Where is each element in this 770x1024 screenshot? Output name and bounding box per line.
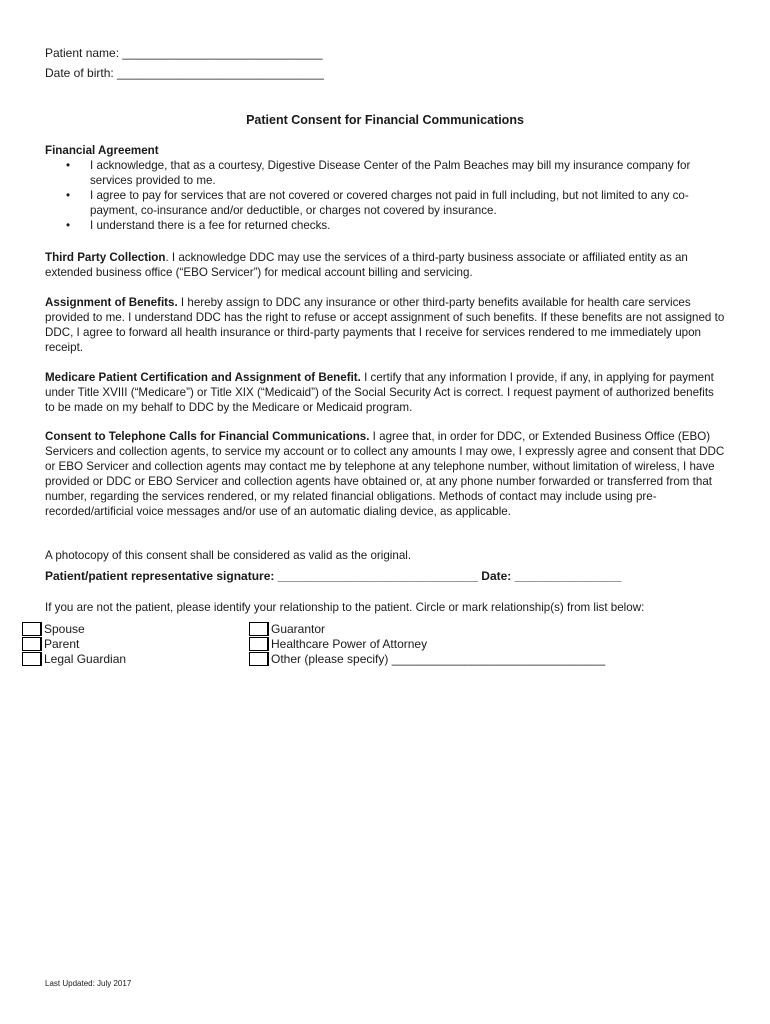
checkbox[interactable] [249,652,269,666]
checkbox[interactable] [22,622,42,636]
page-title: Patient Consent for Financial Communications [246,113,524,127]
relationship-option-legal-guardian[interactable] [22,652,126,667]
assignment-text: I hereby assign to DDC any insurance or other third-party benefits available for health care services provided to me. I understand DDC has the right to refuse or accept assignment of such benefits. If these benefits are not assigned to DDC, I agree to forward all health insurance or third-party payments that I receive for services rendered to me immediately upon receipt. [45,296,725,354]
relationship-prompt: If you are not the patient, please identify your relationship to the patient. Circle or mark relationship(s) from list below: [45,601,645,614]
telephone-section [45,429,725,519]
assignment-heading: Assignment of Benefits. [45,296,178,309]
relationship-option-spouse[interactable] [22,622,85,637]
date-of-birth-line: Date of birth: _______________________________ [45,66,324,80]
option-label: Guarantor [271,622,326,636]
bullet-icon: • [66,219,71,232]
list-item [66,218,726,233]
option-label: Spouse [44,622,85,636]
financial-agreement-list [66,158,726,233]
relationship-option-parent[interactable] [22,637,79,652]
option-label: Parent [44,637,80,651]
list-item-text: I understand there is a fee for returned checks. [90,219,331,232]
checkbox[interactable] [249,637,269,651]
telephone-heading: Consent to Telephone Calls for Financial Communications. [45,430,370,443]
medicare-section [45,370,725,415]
relationship-option-healthcare-poa[interactable] [249,637,427,652]
option-label: Healthcare Power of Attorney [271,637,428,651]
telephone-text: I agree that, in order for DDC, or Extended Business Office (EBO) Servicers and collection agents, to service my account or to collect any amounts I may owe, I expressly agree and consent that DDC or EBO Servicer and collection agents may contact me by telephone at any telephone number, without limitation of wireless, I have provided or DDC or EBO Servicer and collection agents have obtained or, at any phone number forwarded or transferred from that number, regarding the services rendered, or my related financial obligations. Methods of contact may include using pre-recorded/artificial voice messages and/or use of an automatic dialing device, as applicable. [45,430,725,518]
bullet-icon: • [66,189,71,202]
financial-agreement-heading: Financial Agreement [45,144,159,157]
list-item-text: I acknowledge, that as a courtesy, Digestive Disease Center of the Palm Beaches may bill my insurance company for services provided to me. [90,159,691,187]
patient-name-line: Patient name: ______________________________ [45,46,323,60]
assignment-section [45,295,725,355]
list-item [66,158,726,188]
third-party-section [45,250,725,280]
list-item-text: I agree to pay for services that are not covered or covered charges not paid in full including, but not limited to any co-payment, co-insurance and/or deductible, or charges not covered by insurance. [90,189,689,217]
bullet-icon: • [66,159,71,172]
medicare-text: I certify that any information I provide, if any, in applying for payment under Title XVIII (“Medicare”) or Title XIX (“Medicaid”) of the Social Security Act is correct. I request payment of authorized benefits to be made on my behalf to DDC by the Medicare or Medicaid program. [45,371,714,414]
relationship-option-guarantor[interactable] [249,622,325,637]
checkbox[interactable] [22,637,42,651]
photocopy-note: A photocopy of this consent shall be considered as valid as the original. [45,549,412,562]
third-party-heading: Third Party Collection [45,251,166,264]
checkbox[interactable] [249,622,269,636]
signature-line[interactable]: Patient/patient representative signature: ______________________________ Date: ________________ [45,569,622,583]
checkbox[interactable] [22,652,42,666]
list-item [66,188,726,218]
relationship-option-other[interactable] [249,652,605,667]
footer-last-updated: Last Updated: July 2017 [45,979,132,988]
option-label: Legal Guardian [44,652,127,666]
medicare-heading: Medicare Patient Certification and Assignment of Benefit. [45,371,361,384]
option-label: Other (please specify) ________________________________ [271,652,606,666]
third-party-text: . I acknowledge DDC may use the services of a third-party business associate or affiliated entity as an extended business office (“EBO Servicer”) for medical account billing and servicing. [45,251,688,279]
